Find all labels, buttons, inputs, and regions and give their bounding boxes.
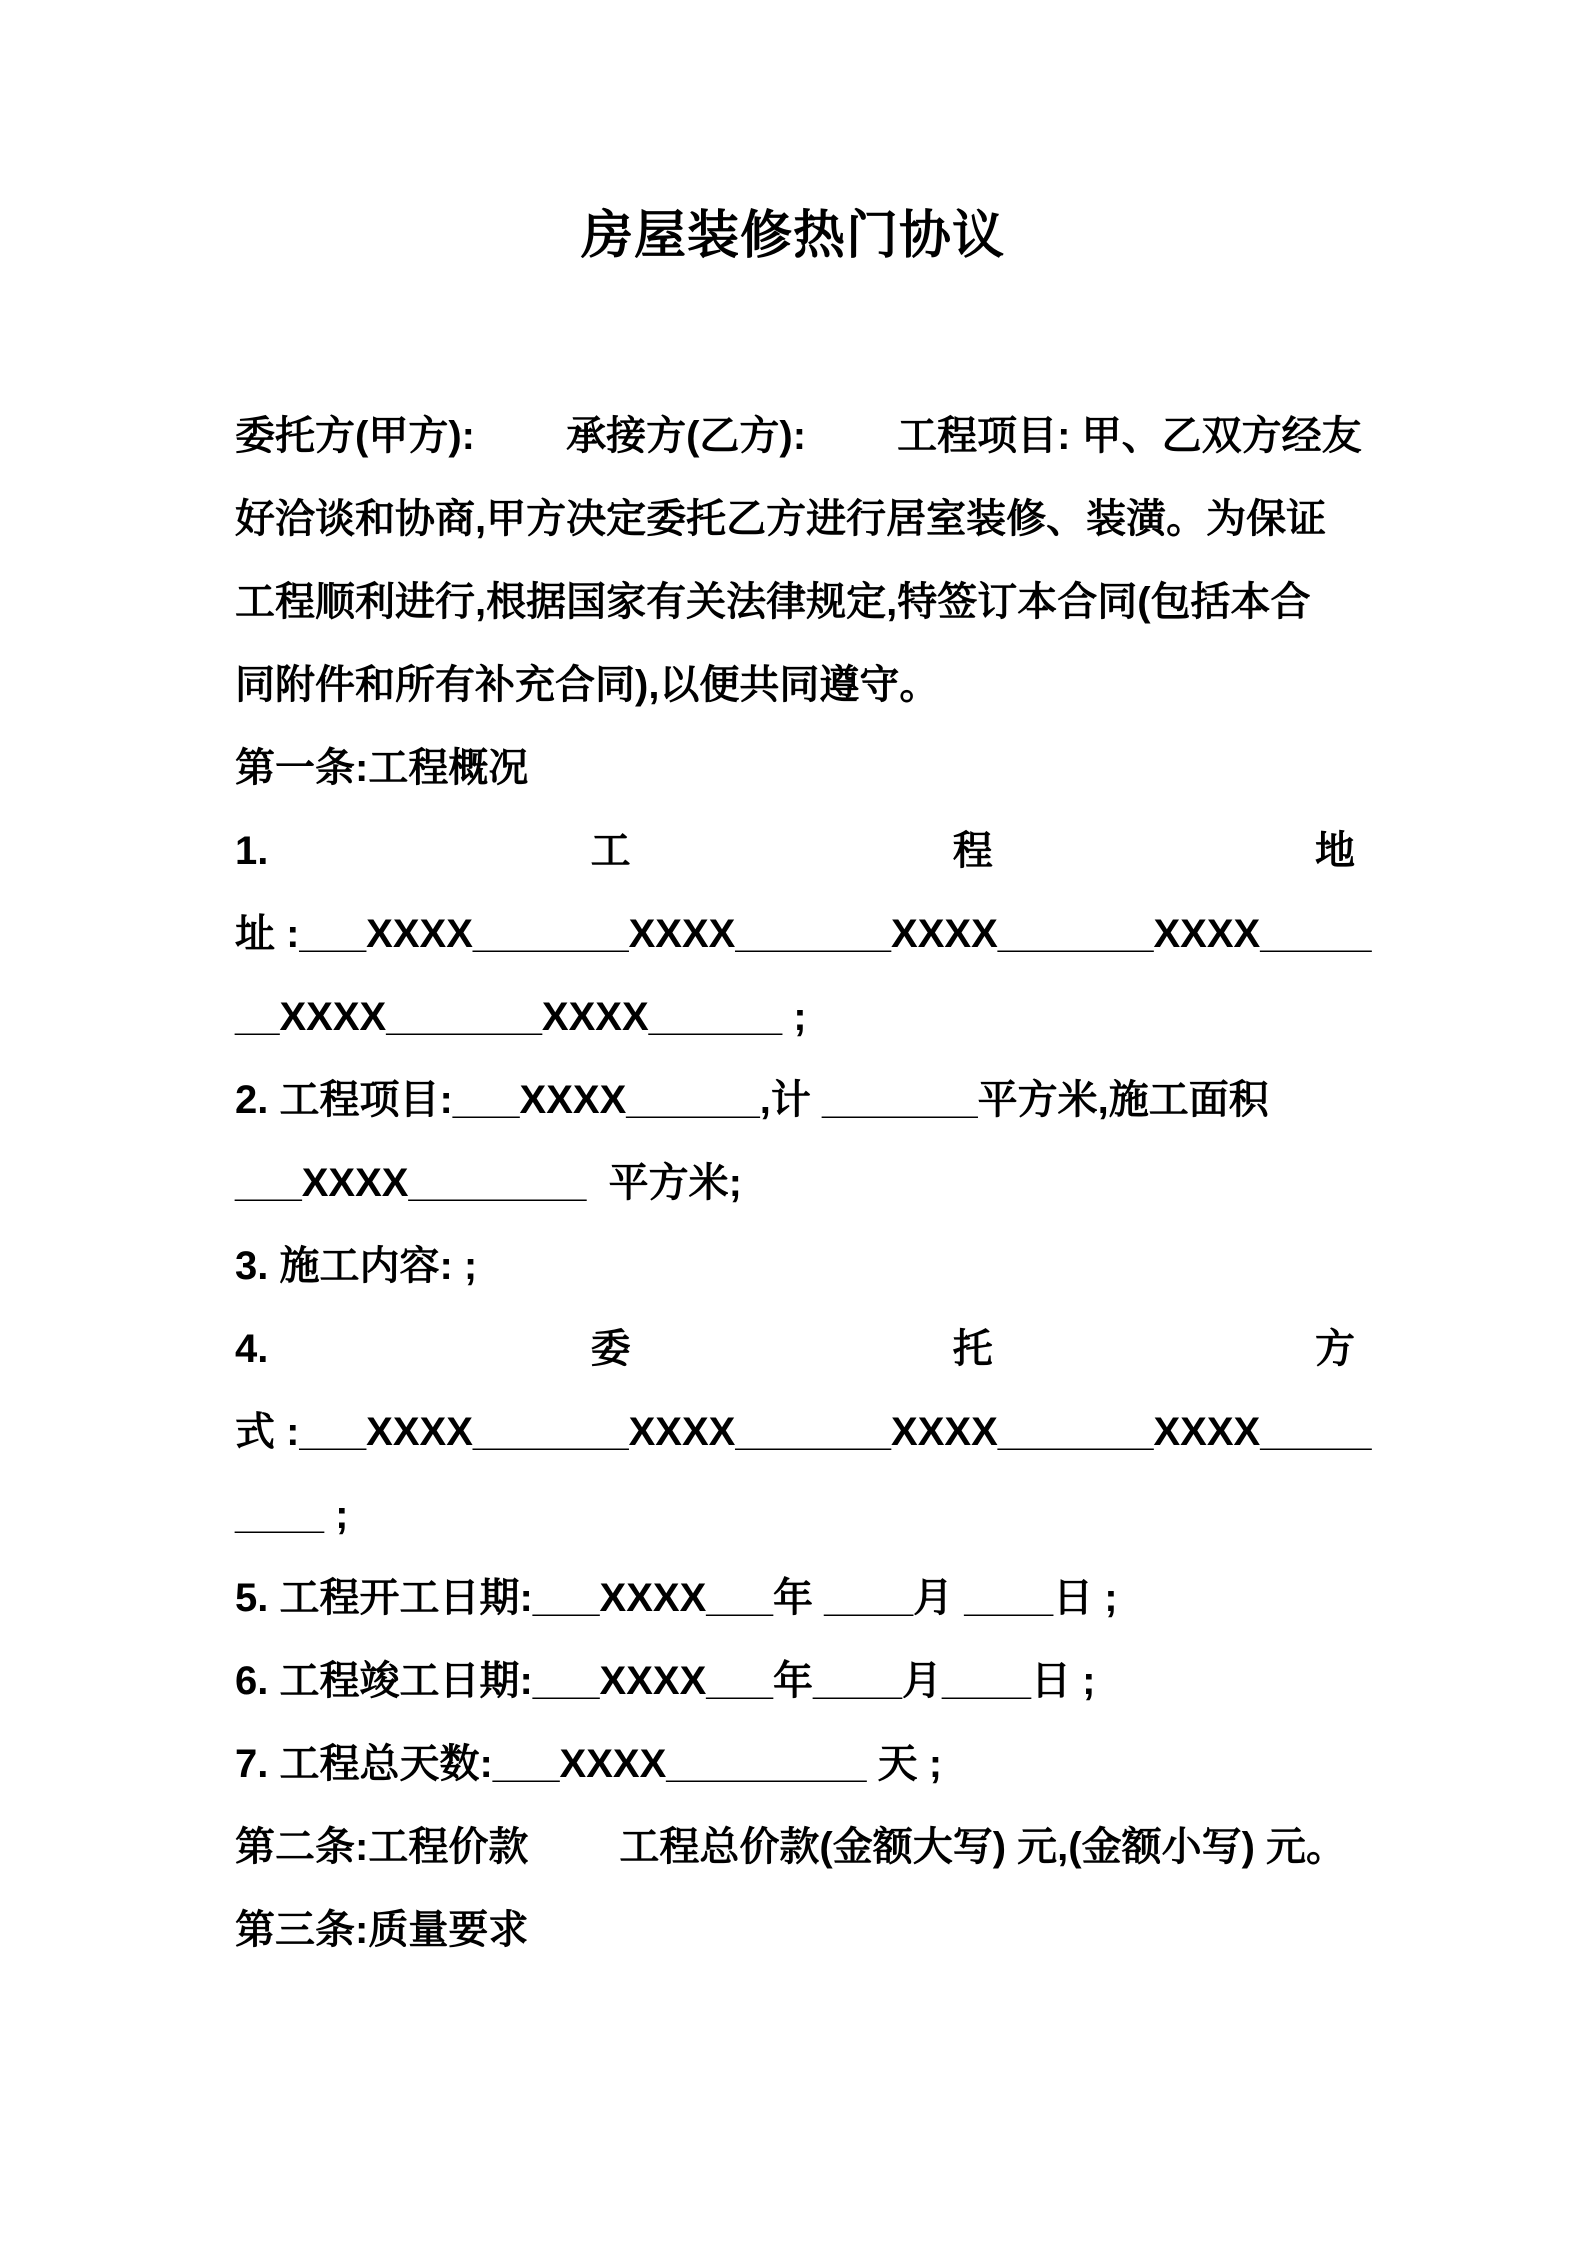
item-3-content-line: 3. 施工内容: ; [235,1244,478,1288]
article-1-heading: 第一条:工程概况 [235,746,529,790]
article-3-quality-heading: 第三条:质量要求 [235,1908,529,1952]
item-2-project-line: 2. 工程项目:___XXXX______,计 _______平方米,施工面积 [235,1078,1269,1122]
parties-and-project-line: 委托方(甲方): 承接方(乙方): 工程项目: 甲、乙双方经友 [235,414,1362,458]
site-address-continuation-line: __XXXX_______XXXX______ ; [235,995,807,1039]
contract-body [235,395,1372,1972]
entrust-method-blank-line: 式 :___XXXX_______XXXX_______XXXX_______XXXX_____ [235,1410,1372,1454]
item-4-entrust-label-line [235,1308,1355,1391]
item-number: 1. [235,829,269,873]
intro-paragraph-line: 同附件和所有补充合同),以便共同遵守。 [235,663,940,707]
entrust-method-continuation-line: ____ ; [235,1493,349,1537]
item-5-start-date-line: 5. 工程开工日期:___XXXX___年 ____月 ____日 ; [235,1576,1118,1620]
spread-char: 委 [590,1327,631,1371]
site-address-blank-line: 址 :___XXXX_______XXXX_______XXXX_______XXXX_____ [235,912,1372,956]
intro-paragraph-line: 好洽谈和协商,甲方决定委托乙方进行居室装修、装潢。为保证 [235,497,1327,541]
article-2-price-heading: 第二条:工程价款 工程总价款(金额大写) 元,(金额小写) 元。 [235,1825,1347,1869]
intro-paragraph-line: 工程顺利进行,根据国家有关法律规定,特签订本合同(包括本合 [235,580,1311,624]
item-number: 4. [235,1327,269,1371]
document-title: 房屋装修热门协议 [580,207,1005,265]
item-6-completion-date-line: 6. 工程竣工日期:___XXXX___年____月____日 ; [235,1659,1096,1703]
construction-area-continuation-line: ___XXXX________ 平方米; [235,1161,742,1205]
item-1-site-label-line [235,810,1355,893]
spread-char: 工 [590,829,631,873]
spread-char: 托 [952,1327,993,1371]
spread-char: 地 [1314,829,1355,873]
item-7-total-days-line: 7. 工程总天数:___XXXX_________ 天 ; [235,1742,943,1786]
spread-char: 程 [952,829,993,873]
spread-char: 方 [1314,1327,1355,1371]
